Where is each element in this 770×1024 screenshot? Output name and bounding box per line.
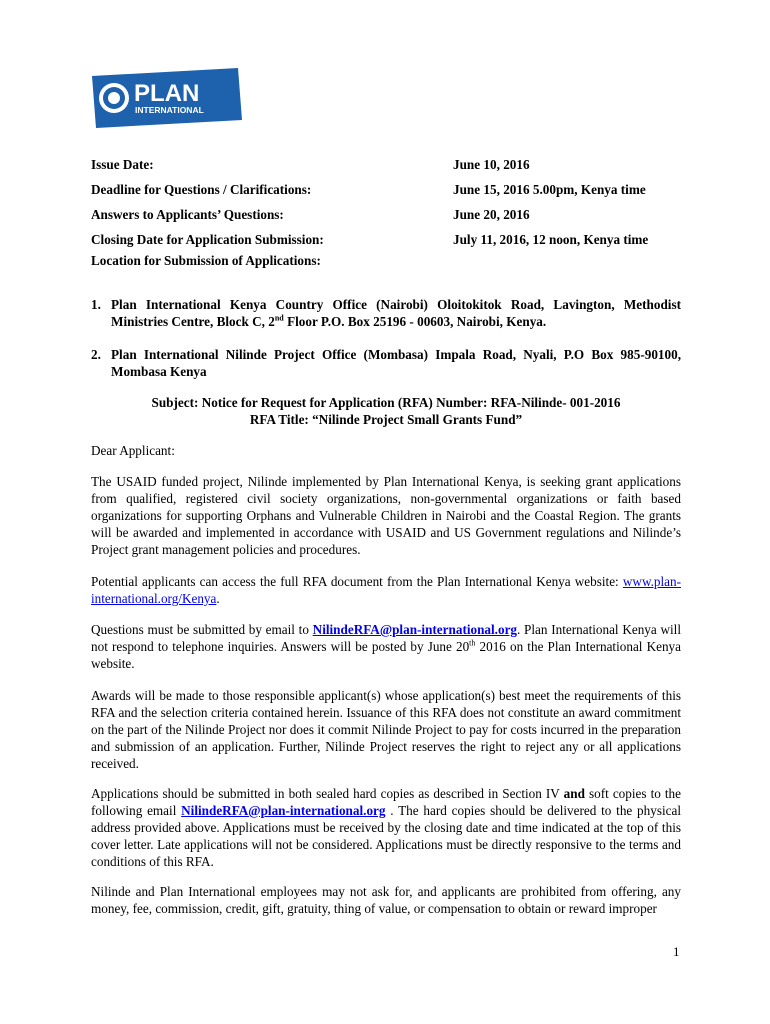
date-value: July 11, 2016, 12 noon, Kenya time <box>453 232 649 247</box>
date-row <box>91 227 691 252</box>
list-number: 2. <box>91 347 101 362</box>
page-number: 1 <box>673 944 680 959</box>
address-text: Plan International Kenya Country Office (Nairobi) Oloitokitok Road, Lavington, Methodist Ministries Centre, Block C, 2nd Floor P.O. Box 25196 - 00603, Nairobi, Kenya. <box>111 297 681 329</box>
logo-word: PLAN <box>134 80 200 107</box>
list-number: 1. <box>91 297 101 312</box>
website-link[interactable]: www.plan-international.org/Kenya <box>91 574 681 606</box>
email-link[interactable]: NilindeRFA@plan-international.org <box>312 622 518 637</box>
plan-international-logo <box>92 68 242 128</box>
paragraph-awards: Awards will be made to those responsible applicant(s) whose application(s) best meet the requirements of this RFA and the selection criteria contained herein. Issuance of this RFA does not constitute an award commitment on the part of the Nilinde Project nor does it commit Nilinde Project to pay for costs incurred in the preparation and submission of an application. Further, Nilinde Project reserves the right to reject any or all applications received. <box>91 688 681 771</box>
date-row <box>91 152 691 177</box>
paragraph-website: Potential applicants can access the full RFA document from the Plan International Kenya website: www.plan-international.org/Kenya. <box>91 574 681 606</box>
date-label: Answers to Applicants’ Questions: <box>91 207 284 222</box>
email-link[interactable]: NilindeRFA@plan-international.org <box>181 802 386 818</box>
location-heading: Location for Submission of Applications: <box>91 253 321 268</box>
paragraph-employees: Nilinde and Plan International employees may not ask for, and applicants are prohibited from offering, any money, fee, commission, credit, gift, gratuity, thing of value, or compensation to obtain or reward improper <box>91 884 681 916</box>
paragraph-submission: Applications should be submitted in both sealed hard copies as described in Section IV and soft copies to the following email NilindeRFA@plan-international.org . The hard copies should be delivered to the physical address provided above. Applications must be received by the closing date and time indicated at the top of this cover letter. Late applications will not be considered. Applications must be directly responsive to the terms and conditions of this RFA. <box>91 786 682 869</box>
subject-line: Subject: Notice for Request for Application (RFA) Number: RFA-Nilinde- 001-2016 <box>151 395 621 410</box>
date-label: Deadline for Questions / Clarifications: <box>91 182 312 197</box>
rfa-title: RFA Title: “Nilinde Project Small Grants Fund” <box>249 412 523 427</box>
date-label: Issue Date: <box>91 157 154 172</box>
subject-block <box>91 394 681 428</box>
address-2 <box>91 346 681 380</box>
address-1 <box>91 296 681 330</box>
salutation: Dear Applicant: <box>91 443 175 458</box>
logo-subword: INTERNATIONAL <box>135 105 204 115</box>
key-dates <box>91 152 691 252</box>
paragraph-questions: Questions must be submitted by email to NilindeRFA@plan-international.org. Plan International Kenya will not respond to telephone inquiries. Answers will be posted by June 20th 2016 on the Plan International Kenya website. <box>91 622 681 671</box>
date-value: June 15, 2016 5.00pm, Kenya time <box>453 182 646 197</box>
date-value: June 10, 2016 <box>453 157 530 172</box>
paragraph-intro: The USAID funded project, Nilinde implemented by Plan International Kenya, is seeking grant applications from qualified, registered civil society organizations, non-governmental organizations or faith based organizations for supporting Orphans and Vulnerable Children in Nairobi and the Coastal Region. The grants will be awarded and implemented in accordance with USAID and US Government regulations and Nilinde’s Project grant management policies and procedures. <box>91 474 681 557</box>
address-text: Plan International Nilinde Project Office (Mombasa) Impala Road, Nyali, P.O Box 985-90100, Mombasa Kenya <box>111 347 681 379</box>
date-label: Closing Date for Application Submission: <box>91 232 324 247</box>
date-row <box>91 202 691 227</box>
date-row <box>91 177 691 202</box>
date-value: June 20, 2016 <box>453 207 530 222</box>
